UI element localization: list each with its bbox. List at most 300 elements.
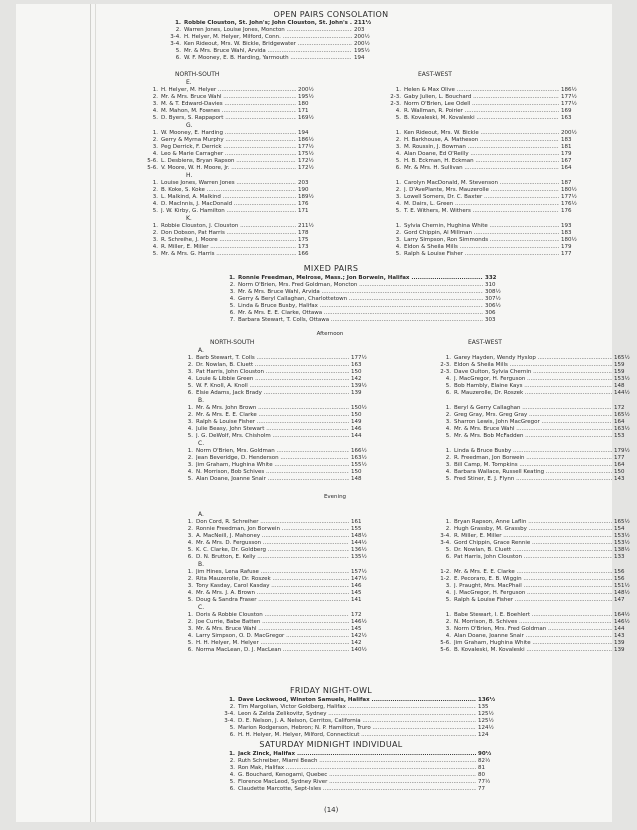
pair-names: Gerry & Beryl Callaghan, Charlottetown ..... xyxy=(238,296,483,303)
result-row xyxy=(388,158,572,165)
result-row xyxy=(438,619,630,626)
result-row xyxy=(438,640,625,647)
result-row xyxy=(145,194,314,201)
pair-names: Sharron Lewis, John MacGregor ..... xyxy=(454,419,612,426)
rank: 5-6. xyxy=(147,158,158,164)
result-row xyxy=(180,519,362,526)
rank: 5. xyxy=(187,640,193,646)
pair-names: Mr. & Mrs. Bruce Wahl ..... xyxy=(454,426,612,433)
result-row xyxy=(145,158,314,165)
pair-names: M. Mahon, M. Fownes ..... xyxy=(161,108,296,115)
pair-names: Ralph & Louise Fisher ..... xyxy=(404,251,559,258)
score: 148 xyxy=(351,476,362,482)
rank: 4. xyxy=(152,108,158,114)
score: 176 xyxy=(561,208,572,214)
pair-names: Larry Simpson, O. D. MacGregor ..... xyxy=(196,633,349,640)
rank: 2. xyxy=(445,619,451,625)
rank: 1. xyxy=(175,20,181,26)
rank: 3. xyxy=(229,289,235,295)
pair-names: Dr. Nowlan, B. Cluett ..... xyxy=(454,547,612,554)
score: 172 xyxy=(351,612,362,618)
session-label: Afternoon xyxy=(316,331,344,337)
pair-names: R. Mauzerolle, Dr. Roszek ..... xyxy=(454,390,612,397)
rank: 3. xyxy=(187,462,193,468)
result-row xyxy=(222,758,490,765)
rank: 5. xyxy=(445,433,451,439)
pair-names: W. Mooney, E. Harding ..... xyxy=(161,130,296,137)
score: 190 xyxy=(298,187,309,193)
score: 171 xyxy=(298,208,309,214)
rank: 2-3. xyxy=(390,94,401,100)
rank: 3. xyxy=(187,583,193,589)
rank: 3. xyxy=(445,626,451,632)
pair-names: J. MacGregor, H. Ferguson ..... xyxy=(454,376,612,383)
pair-names: Florence MacLeod, Sydney River ..... xyxy=(238,779,476,786)
score: 146½ xyxy=(351,619,367,625)
rank: 3. xyxy=(395,144,401,150)
score: 194 xyxy=(298,130,309,136)
result-row xyxy=(438,455,625,462)
score: 194 xyxy=(354,55,365,61)
pair-names: Beryl & Gerry Callaghan ..... xyxy=(454,405,612,412)
rank: 4. xyxy=(395,244,401,250)
result-row xyxy=(388,144,572,151)
rank: 2. xyxy=(445,455,451,461)
pair-names: Leo & Marie Carragher ..... xyxy=(161,151,296,158)
pair-names: Helen & Max Olive ..... xyxy=(404,87,559,94)
pair-names: Jack Zinck, Halifax ..... xyxy=(238,751,476,758)
rank: 4. xyxy=(445,376,451,382)
result-row xyxy=(168,41,370,48)
rank: 5. xyxy=(395,251,401,257)
score: 77½ xyxy=(478,779,491,785)
pair-names: Alan Doane, Joanne Snair ..... xyxy=(454,633,612,640)
rank: 3. xyxy=(152,194,158,200)
result-row xyxy=(145,237,309,244)
result-row xyxy=(168,27,365,34)
rank: 4. xyxy=(187,633,193,639)
result-row xyxy=(222,289,501,296)
score: 163½ xyxy=(614,426,630,432)
score: 203 xyxy=(354,27,365,33)
score: 90½ xyxy=(478,751,492,757)
pair-names: Dave Lockwood, Winston Samuels, Halifax ..... xyxy=(238,697,476,704)
rank: 4. xyxy=(445,633,451,639)
pair-names: D. Byers, S. Rappaport ..... xyxy=(161,115,296,122)
score: 157½ xyxy=(351,569,367,575)
score: 133 xyxy=(614,554,625,560)
score: 166 xyxy=(298,251,309,257)
rank: 4. xyxy=(395,108,401,114)
pair-names: H. Helyer, M. Helyer, Milford, Conn. ..... xyxy=(184,34,352,41)
score: 177½ xyxy=(561,101,577,107)
score: 176 xyxy=(298,201,309,207)
rank: 2. xyxy=(395,137,401,143)
score: 140½ xyxy=(351,647,367,653)
result-row xyxy=(388,180,572,187)
section-heading: FRIDAY NIGHT-OWL xyxy=(289,686,373,695)
score: 77 xyxy=(478,786,485,792)
result-row xyxy=(388,165,572,172)
rank: 5. xyxy=(395,208,401,214)
score: 143 xyxy=(614,476,625,482)
score: 176½ xyxy=(561,201,577,207)
score: 203 xyxy=(298,180,309,186)
pair-names: Mr. & Mrs. John Brown ..... xyxy=(196,405,349,412)
pair-names: H. H. Helyer, M. Helyer, Milford, Connecticut ..... xyxy=(238,732,476,739)
pair-names: Norm O'Brien, Mrs. Goldman ..... xyxy=(196,448,349,455)
score: 179 xyxy=(561,244,572,250)
rank: 1. xyxy=(229,697,235,703)
pair-names: Fred Stiner, E. J. Flynn ..... xyxy=(454,476,612,483)
result-row xyxy=(438,569,625,576)
result-row xyxy=(180,647,367,654)
score: 166½ xyxy=(351,448,367,454)
result-row xyxy=(168,48,370,55)
pair-names: Linda & Bruce Busby, Halifax ..... xyxy=(238,303,483,310)
rank: 2. xyxy=(229,282,235,288)
result-row xyxy=(180,597,362,604)
column-heading: EAST-WEST xyxy=(418,71,452,78)
rank: 2. xyxy=(229,758,235,764)
score: 172½ xyxy=(298,165,314,171)
pair-names: H. H. Helyer, M. Helyer ..... xyxy=(196,640,349,647)
pair-names: Norm O'Brien, Mrs. Fred Goldman ..... xyxy=(454,626,612,633)
score: 177½ xyxy=(351,355,367,361)
rank: 1. xyxy=(229,275,235,281)
rank: 4. xyxy=(187,376,193,382)
pair-names: J. D'AvePlante, Mrs. Mauzerolle ..... xyxy=(404,187,559,194)
score: 177 xyxy=(614,455,625,461)
result-row xyxy=(145,151,314,158)
rank: 5. xyxy=(445,383,451,389)
pair-names: Leon & Zelda Zelikovitz, Sydney ..... xyxy=(238,711,476,718)
score: 149 xyxy=(351,419,362,425)
pair-names: D. E. Nelson, J. A. Nelson, Cerritos, California ..... xyxy=(238,718,476,725)
result-row xyxy=(388,108,572,115)
result-row xyxy=(222,704,489,711)
pair-names: R. Miller, E. Miller ..... xyxy=(161,244,296,251)
score: 145 xyxy=(351,626,362,632)
result-row xyxy=(388,237,577,244)
rank: 2. xyxy=(395,187,401,193)
score: 200½ xyxy=(561,130,577,136)
pair-names: T. E. Withers, M. Withers ..... xyxy=(404,208,559,215)
score: 189½ xyxy=(298,194,314,200)
rank: 1. xyxy=(187,448,193,454)
result-row xyxy=(438,376,630,383)
pair-names: Eldon & Sheila Mills ..... xyxy=(404,244,559,251)
section-heading: OPEN PAIRS CONSOLATION xyxy=(273,10,389,19)
result-row xyxy=(438,476,625,483)
score: 195½ xyxy=(298,94,314,100)
rank: 1. xyxy=(445,405,451,411)
rank: 3-4. xyxy=(224,711,235,717)
pair-names: M. Roussin, J. Bowman ..... xyxy=(404,144,559,151)
score: 141 xyxy=(351,597,362,603)
pair-names: Gerry & Myrna Murphy ..... xyxy=(161,137,296,144)
score: 163 xyxy=(351,362,362,368)
rank: 2. xyxy=(187,619,193,625)
score: 186½ xyxy=(561,87,577,93)
result-row xyxy=(180,533,367,540)
score: 136½ xyxy=(478,697,496,703)
score: 186½ xyxy=(298,137,314,143)
rank: 3-4. xyxy=(170,34,181,40)
rank: 5. xyxy=(445,476,451,482)
result-row xyxy=(145,223,314,230)
rank: 3. xyxy=(445,419,451,425)
score: 139½ xyxy=(351,383,367,389)
pair-names: Mr. & Mrs. Bruce Wahl, Arvida ..... xyxy=(184,48,352,55)
result-row xyxy=(438,448,630,455)
result-row xyxy=(222,296,501,303)
result-row xyxy=(180,433,362,440)
pair-names: R. Wallman, R. Poirier ..... xyxy=(404,108,559,115)
rank: 5. xyxy=(187,476,193,482)
rank: 6. xyxy=(229,786,235,792)
rank: 5. xyxy=(187,547,193,553)
pair-names: Ken Rideout, Mrs. W. Bickle ..... xyxy=(404,130,559,137)
pair-names: Pat Harris, John Clouston ..... xyxy=(454,554,612,561)
result-row xyxy=(180,612,362,619)
pair-names: N. Morrison, Bob Schives ..... xyxy=(196,469,349,476)
pair-names: Bob Hambly, Elaine Kays ..... xyxy=(454,383,612,390)
result-row xyxy=(388,208,572,215)
section-heading: MIXED PAIRS xyxy=(303,264,359,273)
rank: 4. xyxy=(229,296,235,302)
result-row xyxy=(222,732,489,739)
score: 180½ xyxy=(561,237,577,243)
pair-names: Barb Stewart, T. Colls ..... xyxy=(196,355,349,362)
pair-names: Linda & Bruce Busby ..... xyxy=(454,448,612,455)
result-row xyxy=(438,405,625,412)
score: 80 xyxy=(478,772,485,778)
pair-names: Pat Harris, John Clouston ..... xyxy=(196,369,349,376)
score: 153½ xyxy=(614,376,630,382)
result-row xyxy=(438,462,625,469)
rank: 3. xyxy=(152,144,158,150)
result-row xyxy=(222,725,494,732)
score: 138½ xyxy=(614,547,630,553)
result-row xyxy=(438,469,625,476)
score: 150 xyxy=(351,469,362,475)
rank: 3. xyxy=(445,583,451,589)
rank: 1. xyxy=(445,448,451,454)
result-row xyxy=(180,369,362,376)
score: 124 xyxy=(478,732,489,738)
score: 135½ xyxy=(351,554,367,560)
result-row xyxy=(145,187,309,194)
rank: 5-6. xyxy=(440,647,451,653)
score: 148 xyxy=(614,383,625,389)
rank: 4. xyxy=(445,426,451,432)
pair-names: Sylvia Chernin, Hughina White ..... xyxy=(404,223,559,230)
score: 175½ xyxy=(298,151,314,157)
pair-names: H. B. Eckman, H. Eckman ..... xyxy=(404,158,559,165)
section-heading: SATURDAY MIDNIGHT INDIVIDUAL xyxy=(259,740,403,749)
pair-names: M. & T. Edward-Davies ..... xyxy=(161,101,296,108)
pair-names: K. C. Clarke, Dr. Goldberg ..... xyxy=(196,547,349,554)
score: 147½ xyxy=(351,576,367,582)
result-row xyxy=(145,144,314,151)
score: 180 xyxy=(298,101,309,107)
result-row xyxy=(222,786,485,793)
score: 124½ xyxy=(478,725,494,731)
pair-names: Elsie Adams, Jack Brady ..... xyxy=(196,390,349,397)
rank: 3-4. xyxy=(440,540,451,546)
score: 150 xyxy=(351,369,362,375)
rank: 5. xyxy=(229,779,235,785)
rank: 4. xyxy=(395,151,401,157)
pair-names: Bill Camp, M. Tompkins ..... xyxy=(454,462,612,469)
pair-names: Mr. & Mrs. J. A. Brown ..... xyxy=(196,590,349,597)
rank: 4. xyxy=(445,590,451,596)
score: 81 xyxy=(478,765,485,771)
result-row xyxy=(180,462,367,469)
rank: 5. xyxy=(175,48,181,54)
rank: 5. xyxy=(395,158,401,164)
pair-names: Don Cord, R. Schreiher ..... xyxy=(196,519,349,526)
result-row xyxy=(388,130,577,137)
rank: 3-4. xyxy=(224,718,235,724)
rank: 2. xyxy=(187,412,193,418)
pair-names: Mr. & Mrs. Bob McFadden ..... xyxy=(454,433,612,440)
session-label: Evening xyxy=(323,494,347,500)
pair-names: Jean Beveridge, D. Henderson ..... xyxy=(196,455,349,462)
score: 150½ xyxy=(351,405,367,411)
result-row xyxy=(438,597,625,604)
result-row xyxy=(180,405,367,412)
score: 144½ xyxy=(351,540,367,546)
rank: 5. xyxy=(152,251,158,257)
result-row xyxy=(388,194,577,201)
score: 125½ xyxy=(478,711,494,717)
result-row xyxy=(145,108,309,115)
pair-names: Ron Mak, Halifax ..... xyxy=(238,765,476,772)
section-letter: C. xyxy=(198,440,205,447)
score: 139 xyxy=(614,647,625,653)
score: 187 xyxy=(561,180,572,186)
pair-names: J. G. DeWolf, Mrs. Chisholm ..... xyxy=(196,433,349,440)
page-edge-shadow xyxy=(90,4,91,822)
result-row xyxy=(145,201,309,208)
result-row xyxy=(222,718,494,725)
result-row xyxy=(180,569,367,576)
score: 154 xyxy=(614,526,625,532)
rank: 4. xyxy=(445,469,451,475)
column-heading: EAST-WEST xyxy=(468,339,502,346)
result-row xyxy=(438,426,630,433)
pair-names: Ken Rideout, Mrs. W. Bickle, Bridgewater ..... xyxy=(184,41,352,48)
result-row xyxy=(180,576,367,583)
result-row xyxy=(145,208,309,215)
result-row xyxy=(438,590,630,597)
pair-names: Tony Kasday, Carol Kasday ..... xyxy=(196,583,349,590)
result-row xyxy=(180,526,362,533)
score: 306½ xyxy=(485,303,501,309)
rank: 1. xyxy=(152,130,158,136)
pair-names: Mr. & Mrs. E. E. Clarke ..... xyxy=(454,569,612,576)
result-row xyxy=(438,383,625,390)
score: 146 xyxy=(351,583,362,589)
result-row xyxy=(180,412,362,419)
rank: 1. xyxy=(445,355,451,361)
score: 163 xyxy=(561,115,572,121)
section-letter: A. xyxy=(198,511,204,518)
score: 180½ xyxy=(561,187,577,193)
score: 165½ xyxy=(614,519,630,525)
pair-names: D. N. Brutton, E. Kelly ..... xyxy=(196,554,349,561)
result-row xyxy=(145,165,314,172)
rank: 3-4. xyxy=(440,533,451,539)
pair-names: J. Praught, Mrs. MacPhail ..... xyxy=(454,583,612,590)
rank: 1. xyxy=(445,612,451,618)
pair-names: Barbara Wallace, Russell Keating ..... xyxy=(454,469,612,476)
score: 142 xyxy=(351,376,362,382)
result-row xyxy=(145,137,314,144)
result-row xyxy=(438,533,630,540)
pair-names: W. F. Mooney, E. B. Harding, Yarmouth ..... xyxy=(184,55,352,62)
result-row xyxy=(168,20,371,27)
rank: 5. xyxy=(187,597,193,603)
result-row xyxy=(438,554,625,561)
result-row xyxy=(180,633,367,640)
rank: 6. xyxy=(395,165,401,171)
rank: 3. xyxy=(187,419,193,425)
pair-names: Robbie Clouston, St. John's; John Clouston, St. John's ..... xyxy=(184,20,352,27)
pair-names: Gord Chippin, Al Millman ..... xyxy=(404,230,559,237)
pair-names: Alan Doane, Joanne Snair ..... xyxy=(196,476,349,483)
result-row xyxy=(222,303,501,310)
page-edge-line xyxy=(95,4,96,822)
rank: 3. xyxy=(229,765,235,771)
rank: 1. xyxy=(229,751,235,757)
score: 165½ xyxy=(614,355,630,361)
rank: 6. xyxy=(229,310,235,316)
score: 150 xyxy=(351,412,362,418)
result-row xyxy=(438,626,625,633)
score: 155½ xyxy=(351,462,367,468)
rank: 3. xyxy=(395,194,401,200)
pair-names: B. Koke, S. Koke ..... xyxy=(161,187,296,194)
rank: 4. xyxy=(395,201,401,207)
result-row xyxy=(145,244,309,251)
rank: 1. xyxy=(152,223,158,229)
result-row xyxy=(438,369,625,376)
rank: 1-2. xyxy=(440,576,451,582)
score: 181 xyxy=(561,144,572,150)
score: 164 xyxy=(561,165,572,171)
pair-names: Marion Rodgerson, Hebron; N. P. Hamilton, Truro ..... xyxy=(238,725,476,732)
score: 146 xyxy=(351,426,362,432)
pair-names: Alan Doane, Ed O'Reilly ..... xyxy=(404,151,559,158)
pair-names: Ronnie Freedman, Jon Borwein ..... xyxy=(196,526,349,533)
pair-names: L. Desbiens, Bryan Rapson ..... xyxy=(161,158,296,165)
result-row xyxy=(180,547,367,554)
score: 156 xyxy=(614,569,625,575)
pair-names: Robbie Clouston, J. Clouston ..... xyxy=(161,223,296,230)
rank: 5-6. xyxy=(440,640,451,646)
section-letter: H. xyxy=(186,172,193,179)
score: 183 xyxy=(561,230,572,236)
pair-names: Tim Margolian, Victor Goldberg, Halifax ..... xyxy=(238,704,476,711)
pair-names: B. Kovaleski, M. Kovaleski ..... xyxy=(404,115,559,122)
score: 306 xyxy=(485,310,496,316)
pair-names: Gord Chippin, Grace Rennie ..... xyxy=(454,540,612,547)
rank: 1. xyxy=(445,519,451,525)
pair-names: W. F. Knoll, A. Knoll ..... xyxy=(196,383,349,390)
